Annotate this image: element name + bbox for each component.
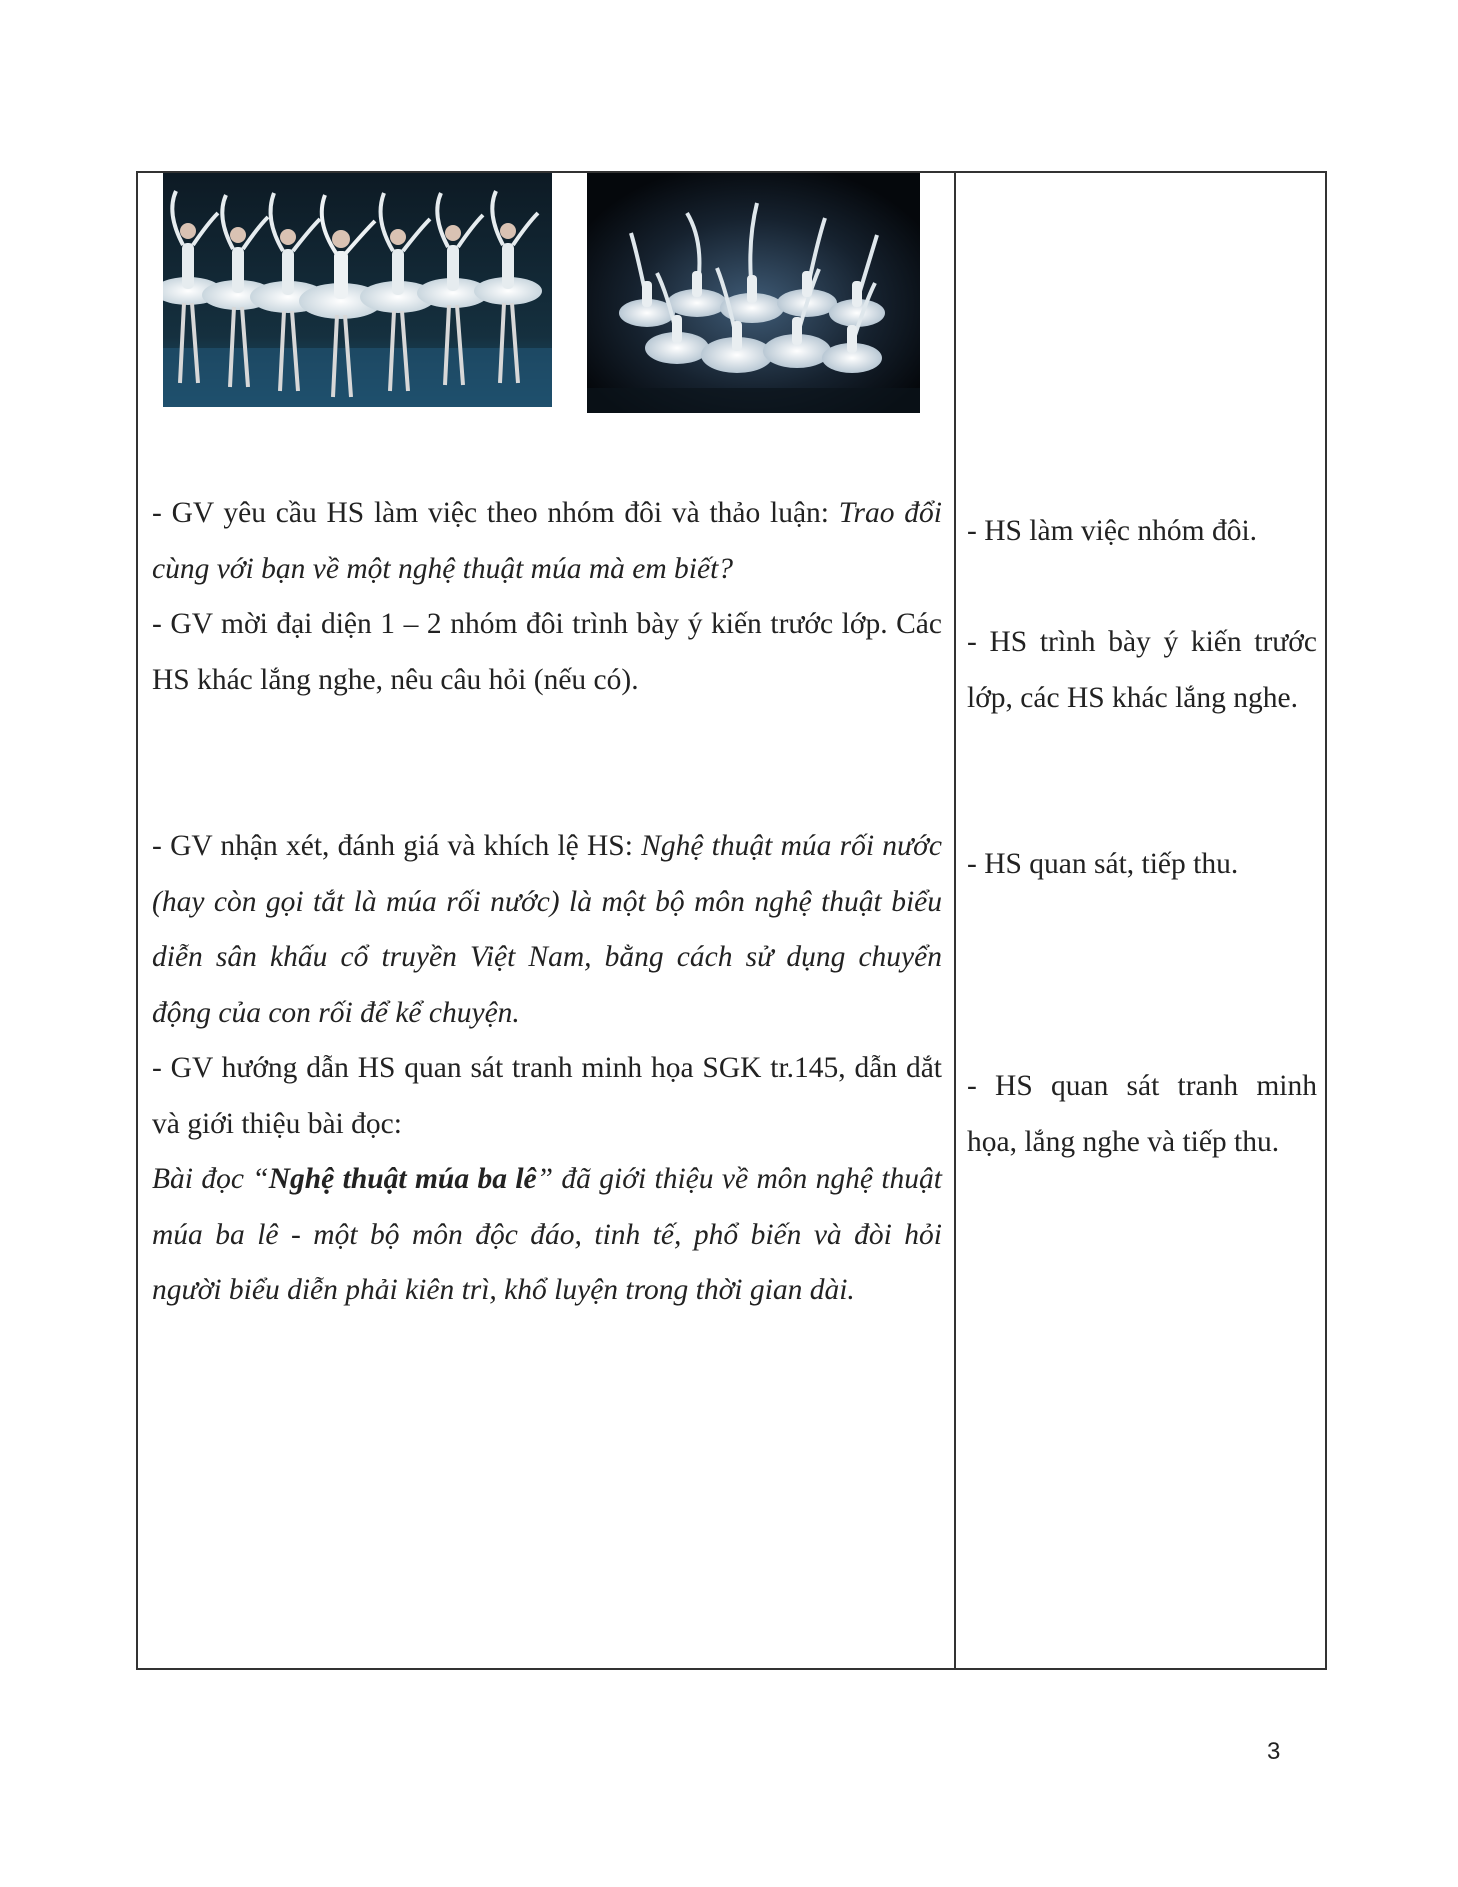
column-divider [954, 173, 956, 1668]
teacher-step-guide-observation: - GV hướng dẫn HS quan sát tranh minh họa SGK tr.145, dẫn dắt và giới thiệu bài đọc: [152, 1052, 942, 1140]
teacher-step-invite-groups: - GV mời đại diện 1 – 2 nhóm đôi trình bày ý kiến trước lớp. Các HS khác lắng nghe, nêu câu hỏi (nếu có). [152, 608, 942, 696]
teacher-step-feedback [152, 819, 942, 1041]
reading-introduction: Bài đọc “Nghệ thuật múa ba lê” đã giới thiệu về môn nghệ thuật múa ba lê - một bộ môn độc đáo, tinh tế, phổ biến và đòi hỏi người biểu diễn phải kiên trì, khổ luyện trong thời gian dài. [152, 1163, 942, 1306]
water-puppetry-description: Nghệ thuật múa rối nước (hay còn gọi tắt là múa rối nước) là một bộ môn nghệ thuật biểu diễn sân khấu cổ truyền Việt Nam, bằng cách sử dụng chuyển động của con rối để kể chuyện. [152, 830, 942, 1029]
ballet-photo-row [163, 173, 552, 407]
student-step-observe: - HS quan sát, tiếp thu. [967, 848, 1239, 880]
discussion-question: Trao đổi cùng với bạn về một nghệ thuật múa mà em biết? [152, 497, 942, 585]
student-step-pair-work: - HS làm việc nhóm đôi. [967, 515, 1258, 547]
student-step-present: - HS trình bày ý kiến trước lớp, các HS khác lắng nghe. [967, 626, 1317, 714]
page-number: 3 [1267, 1738, 1281, 1765]
reading-title: Nghệ thuật múa ba lê [268, 1163, 537, 1195]
ballet-photo-group [587, 173, 920, 413]
teacher-activities-column [152, 486, 942, 1319]
step-text: - GV yêu cầu HS làm việc theo nhóm đôi và thảo luận: [152, 497, 839, 529]
teacher-step-pair-discussion [152, 486, 942, 597]
step-text: - GV nhận xét, đánh giá và khích lệ HS: [152, 830, 642, 862]
lesson-table [136, 171, 1327, 1670]
student-step-observe-illustration: - HS quan sát tranh minh họa, lắng nghe và tiếp thu. [967, 1070, 1317, 1158]
